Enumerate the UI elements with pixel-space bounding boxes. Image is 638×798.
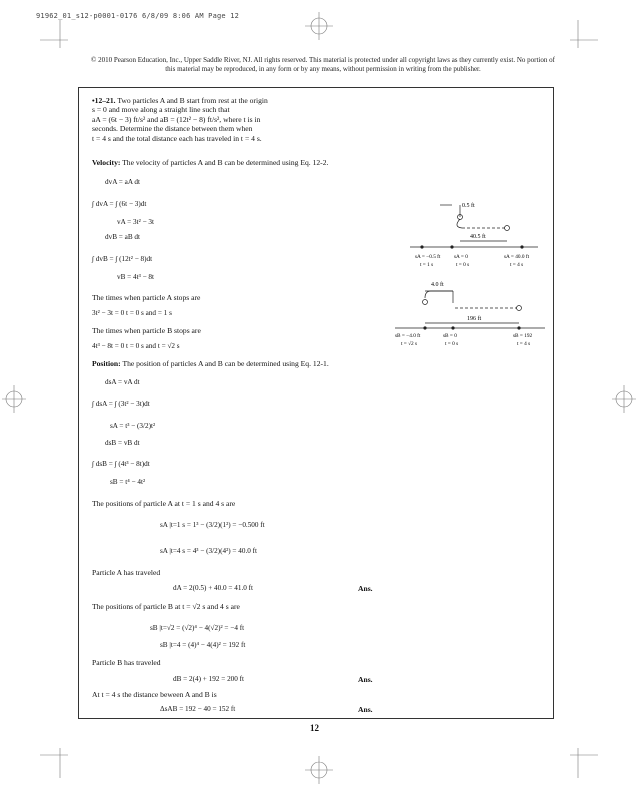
diagram-a-point-3 [520, 245, 523, 248]
velocity-eq-2: ∫ dvA = ∫ (6t − 3)dt [92, 200, 147, 208]
position-eq-6: sB = t⁴ − 4t² [110, 478, 146, 486]
diagram-a-top-label: 0.5 ft [462, 203, 475, 209]
diagram-b-mid-label-2: t = 0 s [445, 341, 459, 347]
problem-line-1: Two particles A and B start from rest at the origin [117, 96, 268, 105]
diagram-a-left-label-2: t = 1 s [420, 262, 434, 268]
velocity-heading: Velocity: [92, 158, 121, 167]
diagram-b-particle-left [423, 300, 428, 305]
position-heading: Position: [92, 359, 121, 368]
diagram-a-mid-label-1: sA = 0 [454, 254, 468, 260]
diagram-b-point-2 [451, 326, 454, 329]
diagram-b-top-label: 4.0 ft [431, 282, 444, 288]
traveled-a-eq: dA = 2(0.5) + 40.0 = 41.0 ft [173, 584, 254, 592]
diagram-b-left-label-2: t = √2 s [401, 341, 418, 347]
stops-b-text: The times when particle B stops are [92, 326, 201, 335]
diagram-b-span-label: 196 ft [467, 316, 482, 322]
problem-line-2: s = 0 and move along a straight line such that [92, 105, 230, 115]
distance-text: At t = 4 s the distance beween A and B is [92, 690, 217, 699]
problem-line-4: seconds. Determine the distance between them when [92, 124, 253, 134]
velocity-intro: The velocity of particles A and B can be determined using Eq. 12-2. [122, 158, 329, 167]
ans-label-1: Ans. [358, 584, 373, 593]
position-intro: The position of particles A and B can be determined using Eq. 12-1. [122, 359, 329, 368]
position-heading-line [92, 359, 329, 368]
diagram-b-point-3 [517, 326, 520, 329]
pos-b-eq-1: sB |t=√2 = (√2)⁴ − 4(√2)² = −4 ft [150, 624, 245, 632]
diagram-a-mid-label-2: t = 0 s [456, 262, 470, 268]
diagram-a-turn-path [457, 219, 462, 228]
print-header: 91962_01_s12-p0001-0176 6/8/09 8:06 AM Page 12 [36, 12, 240, 20]
particle-b-diagram [395, 278, 555, 350]
diagram-a-span-label: 40.5 ft [470, 234, 486, 240]
position-eq-3: sA = t³ − (3/2)t² [110, 422, 156, 430]
ans-label-2: Ans. [358, 675, 373, 684]
position-eq-1: dsA = vA dt [105, 378, 140, 386]
diagram-b-turn-path [425, 291, 453, 298]
problem-line-3: aA = (6t − 3) ft/s² and aB = (12t² − 8) ft/s², where t is in [92, 114, 261, 124]
pos-b-eq-2: sB |t=4 = (4)⁴ − 4(4)² = 192 ft [160, 641, 246, 649]
diagram-a-right-label-1: sA = 40.0 ft [504, 254, 530, 260]
diagram-a-point-2 [450, 245, 453, 248]
velocity-eq-4: dvB = aB dt [105, 233, 141, 241]
problem-line-5: t = 4 s and the total distance each has traveled in t = 4 s. [92, 133, 262, 143]
diagram-a-point-1 [420, 245, 423, 248]
velocity-eq-6: vB = 4t³ − 8t [117, 273, 155, 281]
pos-a-eq-1: sA |t=1 s = 1³ − (3/2)(1²) = −0.500 ft [160, 521, 265, 529]
stops-b-eq: 4t³ − 8t = 0 t = 0 s and t = √2 s [92, 342, 180, 350]
pos-a-text: The positions of particle A at t = 1 s and 4 s are [92, 499, 236, 508]
velocity-eq-5: ∫ dvB = ∫ (12t² − 8)dt [92, 255, 153, 263]
diagram-b-right-label-2: t = 4 s [517, 341, 531, 347]
position-eq-5: ∫ dsB = ∫ (4t³ − 8t)dt [92, 460, 150, 468]
copyright-notice: © 2010 Pearson Education, Inc., Upper Saddle River, NJ. All rights reserved. This material is protected under all copyright laws as they currently exist. No portion of this material may be reproduced, in any form or by any means, without permission in writing from the publisher. [91, 56, 555, 73]
diagram-b-point-1 [423, 326, 426, 329]
pos-b-text: The positions of particle B at t = √2 s and 4 s are [92, 602, 240, 611]
page-number: 12 [310, 723, 319, 733]
diagram-b-mid-label-1: sB = 0 [443, 333, 457, 339]
position-eq-4: dsB = vB dt [105, 439, 140, 447]
stops-a-text: The times when particle A stops are [92, 293, 201, 302]
ans-label-3: Ans. [358, 705, 373, 714]
diagram-b-left-label-1: sB = −4.0 ft [395, 333, 421, 339]
distance-eq: ΔsAB = 192 − 40 = 152 ft [160, 705, 236, 713]
traveled-b-text: Particle B has traveled [92, 658, 161, 667]
velocity-eq-1: dvA = aA dt [105, 178, 140, 186]
problem-statement [92, 96, 320, 143]
diagram-b-particle-right [517, 306, 522, 311]
traveled-a-text: Particle A has traveled [92, 568, 161, 577]
position-eq-2: ∫ dsA = ∫ (3t² − 3t)dt [92, 400, 150, 408]
problem-number: •12–21. [92, 96, 116, 105]
diagram-a-left-label-1: sA = −0.5 ft [415, 254, 441, 260]
stops-a-eq: 3t² − 3t = 0 t = 0 s and = 1 s [92, 309, 172, 317]
diagram-a-particle-right [505, 226, 510, 231]
pos-a-eq-2: sA |t=4 s = 4³ − (3/2)(4²) = 40.0 ft [160, 547, 258, 555]
particle-a-diagram [410, 195, 550, 275]
velocity-heading-line [92, 158, 328, 167]
velocity-eq-3: vA = 3t² − 3t [117, 218, 155, 226]
diagram-b-right-label-1: sB = 192 [513, 333, 533, 339]
diagram-a-right-label-2: t = 4 s [510, 262, 524, 268]
traveled-b-eq: dB = 2(4) + 192 = 200 ft [173, 675, 245, 683]
